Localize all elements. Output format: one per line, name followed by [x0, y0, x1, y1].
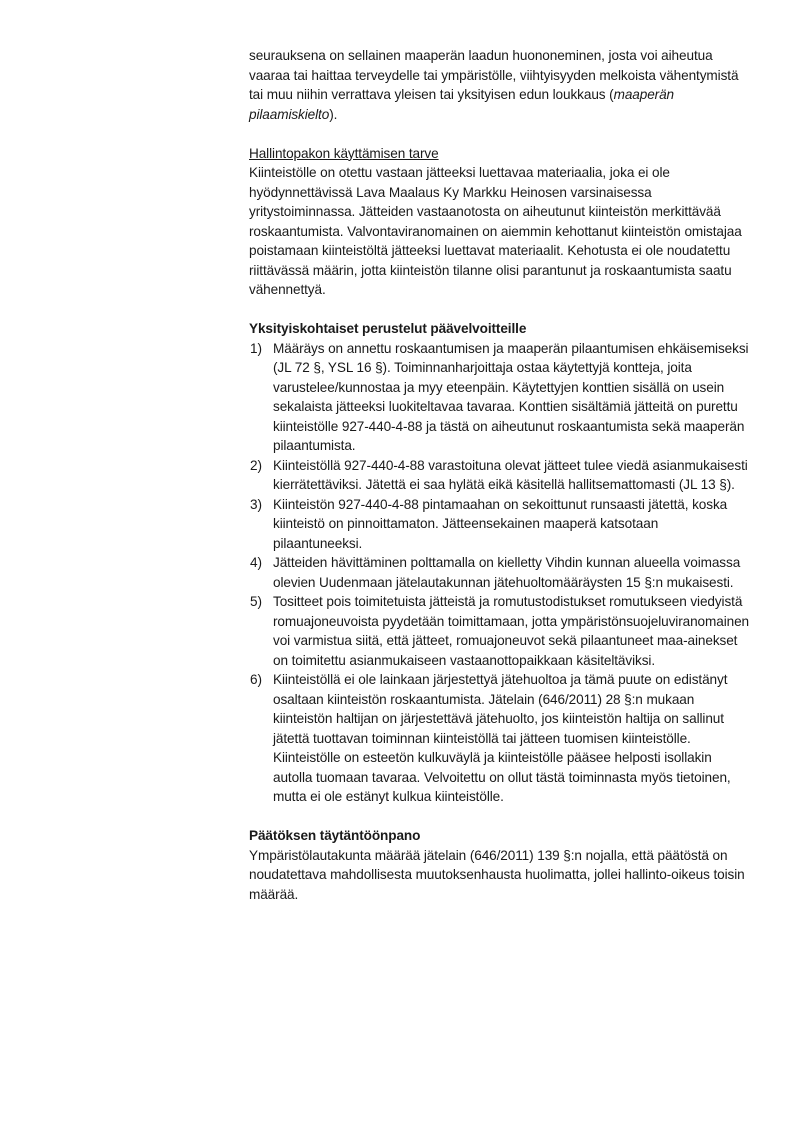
spacer	[249, 300, 749, 320]
obligations-list	[249, 339, 749, 807]
list-item-number: 2)	[250, 457, 262, 473]
list-item-text: Määräys on annettu roskaantumisen ja maaperän pilaantumisen ehkäisemiseksi (JL 72 §, YSL 16 §). Toiminnanharjoittaja ostaa käytettyjä kontteja, joita varustelee/kunnostaa ja myy eteenpäin. Käytettyjen konttien sisällä on usein sekalaista jätteeksi luokiteltavaa tavaraa. Konttien sisältämiä jätteitä on purettu kiinteistölle 927-440-4-88 ja tästä on aiheutunut roskaantumista sekä maaperän pilaantumista.	[273, 340, 749, 453]
intro-text-end: ).	[329, 106, 338, 122]
section-heading-obligations: Yksityiskohtaiset perustelut päävelvoitteille	[249, 321, 527, 336]
spacer	[249, 124, 749, 144]
intro-italic-term: maaperän pilaamiskielto	[249, 87, 675, 122]
section-body-need: Kiinteistölle on otettu vastaan jätteeksi luettavaa materiaalia, joka ei ole hyödynnettävissä Lava Maalaus Ky Markku Heinosen varsinaisessa yritystoiminnassa. Jätteiden vastaanotosta on aiheutunut kiinteistön merkittävää roskaantumista. Valvontaviranomainen on aiemmin kehottanut kiinteistön omistajaa poistamaan kiinteistöltä jätteeksi luettavat materiaalit. Kehotusta ei ole noudatettu riittävässä määrin, jotta kiinteistön tilanne olisi parantunut ja roskaantumista saatu vähennettyä.	[249, 165, 742, 297]
list-item-text: Tositteet pois toimitetuista jätteistä ja romutustodistukset romutukseen viedyistä romuajoneuvoista pyydetään toimittamaan, jotta ympäristönsuojeluviranomainen voi varmistua siitä, että jätteet, romuajoneuvot sekä pilaantuneet maa-ainekset on toimitettu asianmukaiseen vastaanottopaikkaan käsiteltäviksi.	[273, 594, 750, 668]
list-item-text: Jätteiden hävittäminen polttamalla on kielletty Vihdin kunnan alueella voimassa olevien Uudenmaan jätelautakunnan jätehuoltomääräysten 15 §:n mukaisesti.	[273, 555, 741, 590]
list-item-text: Kiinteistön 927-440-4-88 pintamaahan on sekoittunut runsaasti jätettä, koska kiinteistö on pinnoittamaton. Jätteensekainen maaperä katsotaan pilaantuneeksi.	[273, 496, 728, 551]
list-item-number: 6)	[250, 672, 262, 687]
list-item-number: 3)	[250, 496, 262, 512]
intro-text: seurauksena on sellainen maaperän laadun huononeminen, josta voi aiheutua vaaraa tai haittaa terveydelle tai ympäristölle, viihtyisyyden melkoista vähentymistä tai muu niihin verrattava yleisen tai yksityisen edun loukkaus (	[249, 48, 739, 102]
list-item-number: 1)	[250, 340, 262, 356]
section-heading-need: Hallintopakon käyttämisen tarve	[249, 145, 439, 161]
list-item	[249, 339, 749, 456]
list-item-text: Kiinteistöllä ei ole lainkaan järjestettyä jätehuoltoa ja tämä puute on edistänyt osaltaan kiinteistön roskaantumista. Jätelain (646/2011) 28 §:n mukaan kiinteistön haltijan on järjestettävä jätehuolto, jos kiinteistön haltija on sallinut jätettä tuottavan toiminnan kiinteistöllä tai jätteen tuomisen kiinteistölle. Kiinteistölle on esteetön kulkuväylä ja kiinteistölle pääsee helposti isollakin autolla tuomaan tavaraa. Velvoitettu on ollut tästä toiminnasta myös tietoinen, mutta ei ole estänyt kulkua kiinteistölle.	[273, 672, 731, 804]
intro-paragraph	[249, 46, 749, 124]
document-page	[249, 46, 749, 904]
spacer	[249, 807, 749, 827]
list-item	[249, 495, 749, 554]
list-item	[249, 670, 749, 807]
section-body-enforcement: Ympäristölautakunta määrää jätelain (646/2011) 139 §:n nojalla, että päätöstä on noudatettava mahdollisesta muutoksenhausta huolimatta, jollei hallinto-oikeus toisin määrää.	[249, 847, 745, 902]
list-item-number: 4)	[250, 555, 262, 570]
list-item-text: Kiinteistöllä 927-440-4-88 varastoituna olevat jätteet tulee viedä asianmukaisesti kierrätettäviksi. Jätettä ei saa hylätä eikä käsitellä hallitsemattomasti (JL 13 §).	[273, 457, 748, 492]
section-heading-enforcement: Päätöksen täytäntöönpano	[249, 828, 421, 843]
list-item	[249, 456, 749, 495]
list-item	[249, 553, 749, 592]
list-item	[249, 592, 749, 670]
list-item-number: 5)	[250, 594, 262, 609]
